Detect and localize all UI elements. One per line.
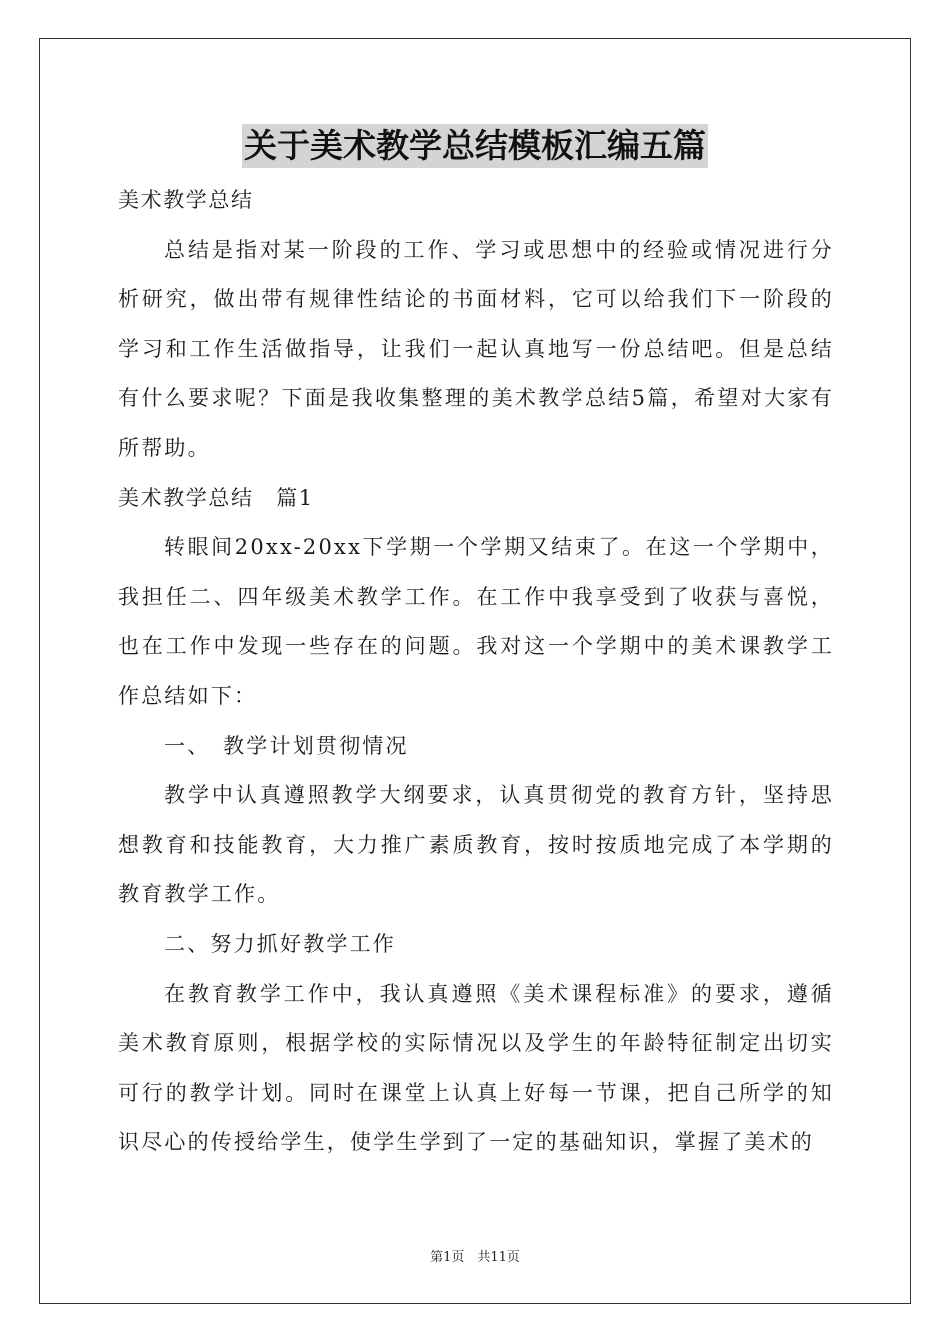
body-paragraph: 在教育教学工作中，我认真遵照《美术课程标准》的要求，遵循美术教育原则，根据学校的实际情况以及学生的年龄特征制定出切实可行的教学计划。同时在课堂上认真上好每一节课，把自己所学的知识尽心的传授给学生，使学生学到了一定的基础知识，掌握了美术的	[118, 981, 834, 1155]
body-paragraph: 转眼间20xx-20xx下学期一个学期又结束了。在这一个学期中，我担任二、四年级美术教学工作。在工作中我享受到了收获与喜悦，也在工作中发现一些存在的问题。我对这一个学期中的美术课教学工作总结如下：	[118, 535, 834, 708]
document-title: 关于美术教学总结模板汇编五篇	[242, 124, 708, 168]
title-container	[0, 124, 950, 168]
body-paragraph: 教学中认真遵照教学大纲要求，认真贯彻党的教育方针，坚持思想教育和技能教育，大力推广素质教育，按时按质地完成了本学期的教育教学工作。	[118, 783, 834, 907]
document-body	[118, 176, 834, 1168]
section-heading-part-1: 美术教学总结 篇1	[118, 485, 314, 510]
section-heading: 美术教学总结	[118, 188, 254, 212]
page-footer: 第1页 共11页	[430, 1250, 520, 1265]
subsection-heading-1: 一、 教学计划贯彻情况	[164, 733, 409, 758]
subsection-heading-2: 二、努力抓好教学工作	[164, 931, 396, 956]
intro-paragraph: 总结是指对某一阶段的工作、学习或思想中的经验或情况进行分析研究，做出带有规律性结论的书面材料，它可以给我们下一阶段的学习和工作生活做指导，让我们一起认真地写一份总结吧。但是总结有什么要求呢？下面是我收集整理的美术教学总结5篇，希望对大家有所帮助。	[118, 237, 834, 460]
